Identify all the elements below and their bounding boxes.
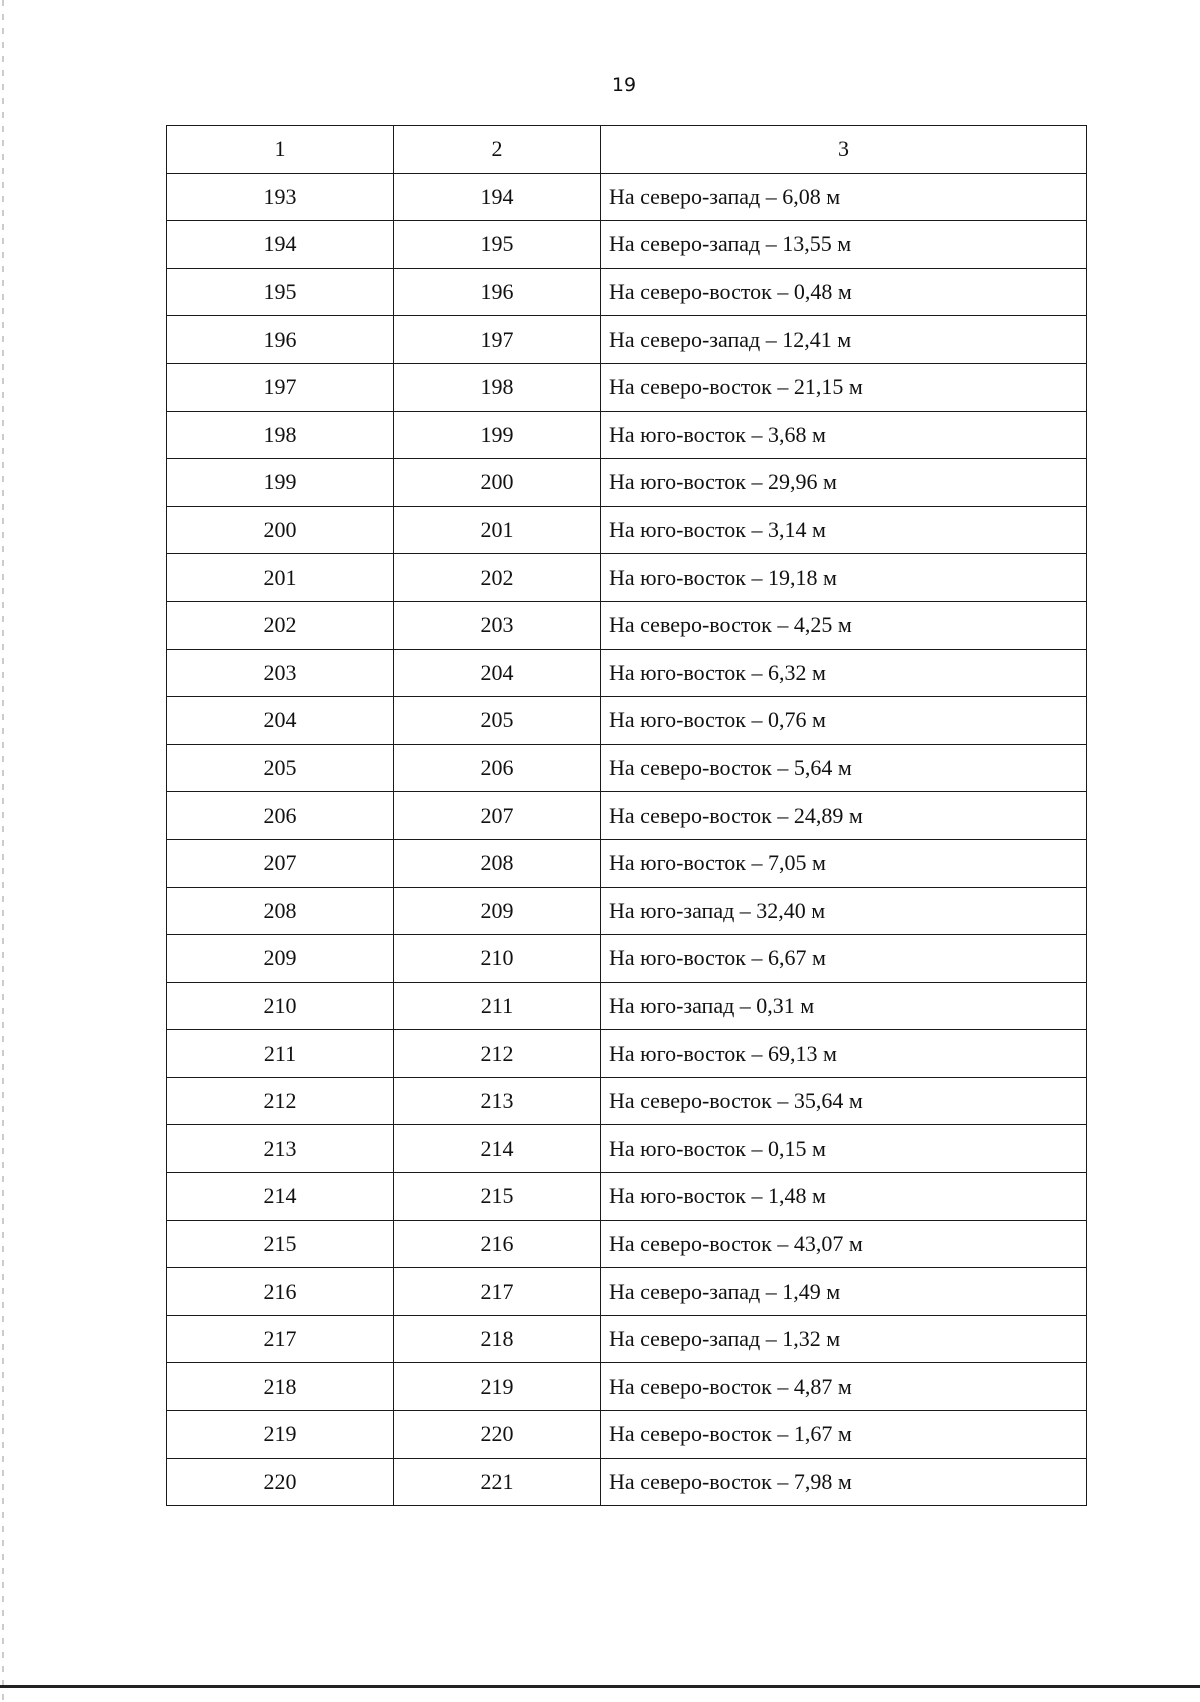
to-point-cell: 208 [394, 839, 601, 887]
to-point-cell: 205 [394, 697, 601, 745]
scan-bottom-edge [0, 1685, 1200, 1688]
table-row [167, 744, 1087, 792]
direction-distance-cell: На юго-восток – 19,18 м [601, 554, 1087, 602]
to-point-cell: 214 [394, 1125, 601, 1173]
table-row [167, 1173, 1087, 1221]
direction-distance-cell: На северо-восток – 5,64 м [601, 744, 1087, 792]
table-row [167, 506, 1087, 554]
to-point-cell: 221 [394, 1458, 601, 1506]
direction-distance-cell: На северо-восток – 1,67 м [601, 1411, 1087, 1459]
from-point-cell: 216 [167, 1268, 394, 1316]
to-point-cell: 194 [394, 173, 601, 221]
from-point-cell: 199 [167, 459, 394, 507]
table-row [167, 839, 1087, 887]
from-point-cell: 195 [167, 268, 394, 316]
table-row [167, 601, 1087, 649]
table-row [167, 268, 1087, 316]
from-point-cell: 204 [167, 697, 394, 745]
direction-distance-cell: На юго-восток – 1,48 м [601, 1173, 1087, 1221]
table-row [167, 173, 1087, 221]
table-row [167, 316, 1087, 364]
from-point-cell: 209 [167, 935, 394, 983]
boundary-table [166, 125, 1087, 1506]
from-point-cell: 220 [167, 1458, 394, 1506]
direction-distance-cell: На юго-восток – 3,68 м [601, 411, 1087, 459]
table-row [167, 697, 1087, 745]
direction-distance-cell: На северо-запад – 12,41 м [601, 316, 1087, 364]
to-point-cell: 195 [394, 221, 601, 269]
table-row [167, 982, 1087, 1030]
to-point-cell: 210 [394, 935, 601, 983]
direction-distance-cell: На юго-восток – 6,32 м [601, 649, 1087, 697]
from-point-cell: 212 [167, 1077, 394, 1125]
table-row [167, 459, 1087, 507]
direction-distance-cell: На северо-запад – 6,08 м [601, 173, 1087, 221]
from-point-cell: 213 [167, 1125, 394, 1173]
from-point-cell: 208 [167, 887, 394, 935]
header-cell-1: 1 [167, 126, 394, 174]
table-header-row [167, 126, 1087, 174]
direction-distance-cell: На северо-восток – 35,64 м [601, 1077, 1087, 1125]
table-row [167, 411, 1087, 459]
scan-left-edge [2, 0, 4, 1702]
table-row [167, 1315, 1087, 1363]
direction-distance-cell: На северо-восток – 4,87 м [601, 1363, 1087, 1411]
table-row [167, 935, 1087, 983]
direction-distance-cell: На северо-восток – 4,25 м [601, 601, 1087, 649]
table-row [167, 792, 1087, 840]
direction-distance-cell: На юго-восток – 29,96 м [601, 459, 1087, 507]
from-point-cell: 218 [167, 1363, 394, 1411]
direction-distance-cell: На юго-восток – 3,14 м [601, 506, 1087, 554]
from-point-cell: 210 [167, 982, 394, 1030]
to-point-cell: 217 [394, 1268, 601, 1316]
table-row [167, 1030, 1087, 1078]
direction-distance-cell: На юго-восток – 69,13 м [601, 1030, 1087, 1078]
direction-distance-cell: На северо-восток – 7,98 м [601, 1458, 1087, 1506]
table-row [167, 887, 1087, 935]
from-point-cell: 196 [167, 316, 394, 364]
direction-distance-cell: На юго-восток – 0,15 м [601, 1125, 1087, 1173]
to-point-cell: 199 [394, 411, 601, 459]
to-point-cell: 216 [394, 1220, 601, 1268]
table-row [167, 649, 1087, 697]
to-point-cell: 204 [394, 649, 601, 697]
from-point-cell: 197 [167, 363, 394, 411]
direction-distance-cell: На юго-запад – 32,40 м [601, 887, 1087, 935]
to-point-cell: 218 [394, 1315, 601, 1363]
table-row [167, 1411, 1087, 1459]
from-point-cell: 207 [167, 839, 394, 887]
from-point-cell: 194 [167, 221, 394, 269]
to-point-cell: 200 [394, 459, 601, 507]
direction-distance-cell: На юго-восток – 0,76 м [601, 697, 1087, 745]
direction-distance-cell: На северо-восток – 43,07 м [601, 1220, 1087, 1268]
from-point-cell: 215 [167, 1220, 394, 1268]
direction-distance-cell: На юго-запад – 0,31 м [601, 982, 1087, 1030]
table-row [167, 363, 1087, 411]
table-row [167, 1458, 1087, 1506]
to-point-cell: 206 [394, 744, 601, 792]
to-point-cell: 220 [394, 1411, 601, 1459]
to-point-cell: 211 [394, 982, 601, 1030]
direction-distance-cell: На северо-запад – 13,55 м [601, 221, 1087, 269]
from-point-cell: 201 [167, 554, 394, 602]
from-point-cell: 219 [167, 1411, 394, 1459]
to-point-cell: 207 [394, 792, 601, 840]
to-point-cell: 203 [394, 601, 601, 649]
to-point-cell: 209 [394, 887, 601, 935]
direction-distance-cell: На северо-восток – 21,15 м [601, 363, 1087, 411]
page-number: 19 [611, 74, 637, 96]
from-point-cell: 198 [167, 411, 394, 459]
to-point-cell: 213 [394, 1077, 601, 1125]
table-row [167, 1268, 1087, 1316]
to-point-cell: 219 [394, 1363, 601, 1411]
table-row [167, 1363, 1087, 1411]
from-point-cell: 193 [167, 173, 394, 221]
from-point-cell: 202 [167, 601, 394, 649]
to-point-cell: 215 [394, 1173, 601, 1221]
table-row [167, 1220, 1087, 1268]
from-point-cell: 217 [167, 1315, 394, 1363]
to-point-cell: 212 [394, 1030, 601, 1078]
from-point-cell: 205 [167, 744, 394, 792]
table-body [167, 173, 1087, 1506]
direction-distance-cell: На юго-восток – 7,05 м [601, 839, 1087, 887]
header-cell-2: 2 [394, 126, 601, 174]
table-row [167, 1077, 1087, 1125]
from-point-cell: 206 [167, 792, 394, 840]
to-point-cell: 201 [394, 506, 601, 554]
table-row [167, 554, 1087, 602]
to-point-cell: 202 [394, 554, 601, 602]
from-point-cell: 214 [167, 1173, 394, 1221]
table-row [167, 1125, 1087, 1173]
header-cell-3: 3 [601, 126, 1087, 174]
from-point-cell: 211 [167, 1030, 394, 1078]
from-point-cell: 203 [167, 649, 394, 697]
to-point-cell: 196 [394, 268, 601, 316]
direction-distance-cell: На северо-восток – 24,89 м [601, 792, 1087, 840]
direction-distance-cell: На северо-запад – 1,49 м [601, 1268, 1087, 1316]
direction-distance-cell: На северо-восток – 0,48 м [601, 268, 1087, 316]
direction-distance-cell: На юго-восток – 6,67 м [601, 935, 1087, 983]
table-row [167, 221, 1087, 269]
to-point-cell: 197 [394, 316, 601, 364]
from-point-cell: 200 [167, 506, 394, 554]
to-point-cell: 198 [394, 363, 601, 411]
direction-distance-cell: На северо-запад – 1,32 м [601, 1315, 1087, 1363]
